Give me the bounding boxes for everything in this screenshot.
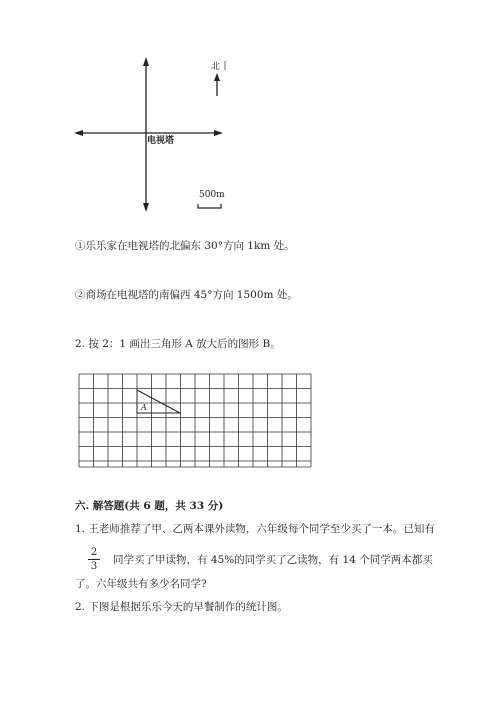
section-6-heading: 六. 解答题(共 6 题，共 33 分) xyxy=(75,500,224,512)
s6-question-1-line-1: 1. 王老师推荐了甲、乙两本课外读物，六年级每个同学至少买了一本。已知有 xyxy=(75,523,435,535)
fraction-two-thirds xyxy=(88,547,100,572)
scale-label: 500m xyxy=(199,190,225,200)
fraction-numerator: 2 xyxy=(90,547,98,558)
north-label: 北 xyxy=(211,62,221,72)
question-1-part-2: ②商场在电视塔的南偏西 45°方向 1500m 处。 xyxy=(75,289,298,301)
fraction-bar xyxy=(88,559,100,560)
fraction-denominator: 3 xyxy=(90,561,98,572)
triangle-label: A xyxy=(141,403,147,412)
question-2: 2. 按 2：1 画出三角形 A 放大后的图形 B。 xyxy=(75,338,281,350)
s6-question-2: 2. 下图是根据乐乐今天的早餐制作的统计图。 xyxy=(75,601,288,613)
s6-question-1-line-3: 了。六年级共有多少名同学? xyxy=(75,578,207,590)
square-grid xyxy=(79,374,311,467)
question-1-part-1: ①乐乐家在电视塔的北偏东 30°方向 1km 处。 xyxy=(75,240,295,252)
s6-question-1-line-2: 同学买了甲读物，有 45%的同学买了乙读物，有 14 个同学两本都买 xyxy=(113,554,433,566)
tv-tower-label: 电视塔 xyxy=(147,136,175,146)
